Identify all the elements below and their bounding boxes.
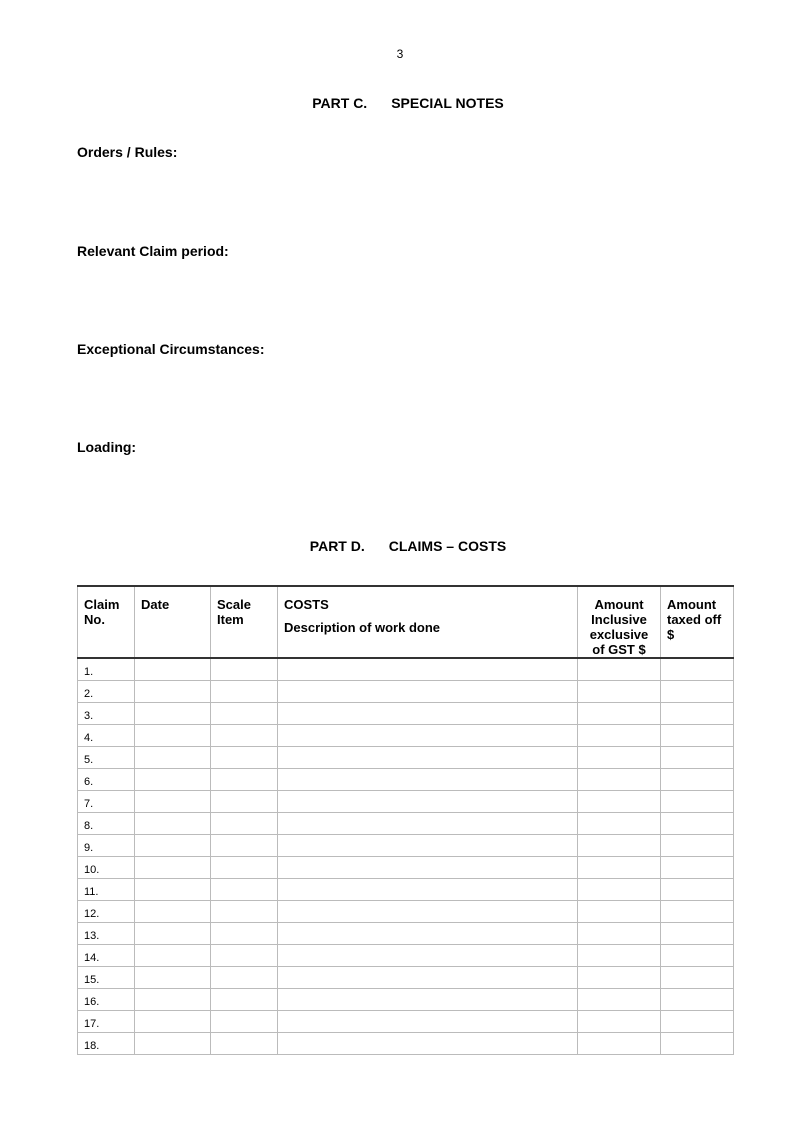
amount-taxed-off-cell[interactable] [661,812,734,834]
date-cell[interactable] [135,790,211,812]
table-row [78,768,734,790]
amount-taxed-off-cell[interactable] [661,944,734,966]
table-row [78,944,734,966]
amount-taxed-off-cell[interactable] [661,746,734,768]
description-cell[interactable] [278,812,578,834]
table-row [78,702,734,724]
description-cell[interactable] [278,680,578,702]
scale-item-cell[interactable] [211,1032,278,1054]
amount-inclusive-cell[interactable] [578,1010,661,1032]
amount-inclusive-cell[interactable] [578,790,661,812]
claim-no-cell: 10. [78,856,135,878]
amount-inclusive-cell[interactable] [578,834,661,856]
date-cell[interactable] [135,966,211,988]
amount-taxed-off-cell[interactable] [661,790,734,812]
scale-item-cell[interactable] [211,790,278,812]
scale-item-cell[interactable] [211,988,278,1010]
scale-item-cell[interactable] [211,944,278,966]
amount-inclusive-cell[interactable] [578,658,661,680]
description-cell[interactable] [278,702,578,724]
claim-no-cell: 18. [78,1032,135,1054]
scale-item-cell[interactable] [211,680,278,702]
amount-inclusive-cell[interactable] [578,966,661,988]
date-cell[interactable] [135,724,211,746]
claim-no-cell: 2. [78,680,135,702]
amount-inclusive-cell[interactable] [578,768,661,790]
claim-no-cell: 3. [78,702,135,724]
date-cell[interactable] [135,680,211,702]
claim-no-cell: 1. [78,658,135,680]
description-cell[interactable] [278,746,578,768]
claim-no-cell: 4. [78,724,135,746]
amount-inclusive-cell[interactable] [578,856,661,878]
amount-taxed-off-cell[interactable] [661,988,734,1010]
claim-no-cell: 15. [78,966,135,988]
table-header-row [78,586,734,658]
amount-inclusive-cell[interactable] [578,878,661,900]
table-row [78,746,734,768]
table-row [78,856,734,878]
claim-no-cell: 5. [78,746,135,768]
table-row [78,1010,734,1032]
amount-inclusive-cell[interactable] [578,988,661,1010]
scale-item-cell[interactable] [211,922,278,944]
claim-no-cell: 13. [78,922,135,944]
claim-no-cell: 12. [78,900,135,922]
header-costs-description: Description of work done [284,620,441,635]
amount-inclusive-cell[interactable] [578,1032,661,1054]
amount-inclusive-cell[interactable] [578,702,661,724]
description-cell[interactable] [278,658,578,680]
part-d-heading [8,538,800,554]
date-cell[interactable] [135,834,211,856]
claim-no-cell: 16. [78,988,135,1010]
header-amount-taxed-off: Amount taxed off $ [661,586,734,658]
part-d-title: CLAIMS – COSTS [388,538,507,554]
date-cell[interactable] [135,922,211,944]
claim-no-cell: 14. [78,944,135,966]
amount-taxed-off-cell[interactable] [661,1010,734,1032]
scale-item-cell[interactable] [211,768,278,790]
amount-inclusive-cell[interactable] [578,944,661,966]
table-row [78,966,734,988]
part-c-heading [8,95,800,111]
part-c-label: PART C. [312,95,368,111]
amount-inclusive-cell[interactable] [578,900,661,922]
description-cell[interactable] [278,878,578,900]
table-row [78,812,734,834]
table-row [78,878,734,900]
orders-rules-label: Orders / Rules: [77,144,178,160]
amount-taxed-off-cell[interactable] [661,922,734,944]
description-cell[interactable] [278,790,578,812]
claim-no-cell: 9. [78,834,135,856]
amount-taxed-off-cell[interactable] [661,966,734,988]
loading-label: Loading: [77,439,137,455]
date-cell[interactable] [135,900,211,922]
description-cell[interactable] [278,922,578,944]
scale-item-cell[interactable] [211,834,278,856]
date-cell[interactable] [135,812,211,834]
description-cell[interactable] [278,856,578,878]
table-row [78,1032,734,1054]
amount-taxed-off-cell[interactable] [661,1032,734,1054]
scale-item-cell[interactable] [211,966,278,988]
description-cell[interactable] [278,768,578,790]
amount-inclusive-cell[interactable] [578,922,661,944]
claim-no-cell: 11. [78,878,135,900]
description-cell[interactable] [278,966,578,988]
table-row [78,724,734,746]
claim-no-cell: 7. [78,790,135,812]
scale-item-cell[interactable] [211,724,278,746]
claims-table-body [78,658,734,1054]
table-row [78,658,734,680]
scale-item-cell[interactable] [211,658,278,680]
scale-item-cell[interactable] [211,702,278,724]
table-row [78,790,734,812]
exceptional-circumstances-label: Exceptional Circumstances: [77,341,265,357]
amount-taxed-off-cell[interactable] [661,724,734,746]
relevant-claim-period-label: Relevant Claim period: [77,243,229,259]
header-amount-inclusive: Amount Inclusive exclusive of GST $ [578,586,661,658]
amount-inclusive-cell[interactable] [578,724,661,746]
scale-item-cell[interactable] [211,856,278,878]
amount-taxed-off-cell[interactable] [661,834,734,856]
part-d-label: PART D. [309,538,365,554]
date-cell[interactable] [135,944,211,966]
table-row [78,900,734,922]
date-cell[interactable] [135,658,211,680]
scale-item-cell[interactable] [211,746,278,768]
date-cell[interactable] [135,878,211,900]
scale-item-cell[interactable] [211,900,278,922]
amount-taxed-off-cell[interactable] [661,702,734,724]
description-cell[interactable] [278,944,578,966]
date-cell[interactable] [135,856,211,878]
table-row [78,922,734,944]
amount-taxed-off-cell[interactable] [661,768,734,790]
scale-item-cell[interactable] [211,1010,278,1032]
claim-no-cell: 6. [78,768,135,790]
amount-inclusive-cell[interactable] [578,680,661,702]
date-cell[interactable] [135,768,211,790]
description-cell[interactable] [278,834,578,856]
date-cell[interactable] [135,702,211,724]
amount-taxed-off-cell[interactable] [661,878,734,900]
table-row [78,988,734,1010]
table-row [78,680,734,702]
claim-no-cell: 8. [78,812,135,834]
page-number: 3 [396,47,404,61]
description-cell[interactable] [278,1032,578,1054]
description-cell[interactable] [278,724,578,746]
description-cell[interactable] [278,1010,578,1032]
description-cell[interactable] [278,900,578,922]
date-cell[interactable] [135,988,211,1010]
date-cell[interactable] [135,1032,211,1054]
amount-inclusive-cell[interactable] [578,812,661,834]
part-c-title: SPECIAL NOTES [391,95,504,111]
amount-taxed-off-cell[interactable] [661,900,734,922]
claim-no-cell: 17. [78,1010,135,1032]
header-scale-item: Scale Item [211,586,278,658]
amount-taxed-off-cell[interactable] [661,680,734,702]
amount-inclusive-cell[interactable] [578,746,661,768]
header-date: Date [135,586,211,658]
amount-taxed-off-cell[interactable] [661,658,734,680]
description-cell[interactable] [278,988,578,1010]
header-costs [278,586,578,658]
header-costs-title: COSTS [284,597,329,612]
date-cell[interactable] [135,1010,211,1032]
table-row [78,834,734,856]
amount-taxed-off-cell[interactable] [661,856,734,878]
scale-item-cell[interactable] [211,812,278,834]
header-claim-no: Claim No. [78,586,135,658]
date-cell[interactable] [135,746,211,768]
claims-costs-table [77,585,734,1055]
scale-item-cell[interactable] [211,878,278,900]
